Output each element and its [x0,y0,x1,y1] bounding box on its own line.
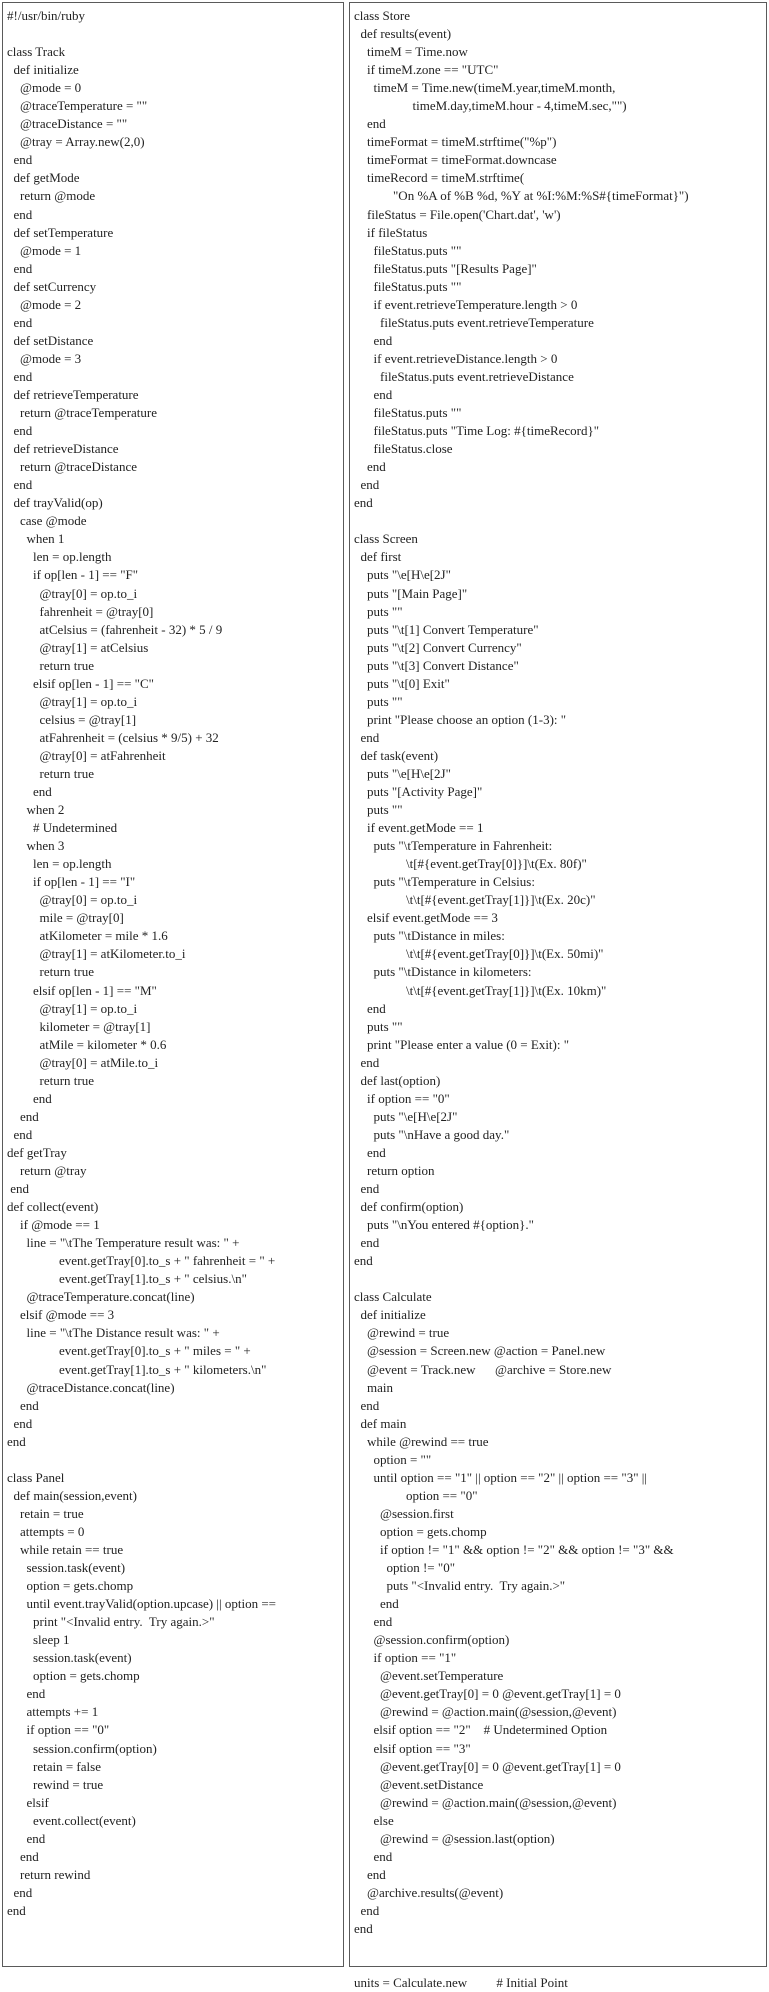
code-line: @tray[1] = atCelsius [7,639,149,655]
code-line: # Undetermined [7,820,118,836]
code-line: \t\t[#{event.getTray[0]}]\t(Ex. 50mi)" [354,946,604,962]
code-line: @mode = 1 [7,242,82,258]
code-line: @session.first [354,1505,454,1521]
code-line: timeFormat = timeFormat.downcase [354,152,557,168]
code-line: def first [354,549,402,565]
code-line: end [354,477,380,493]
code-line: fahrenheit = @tray[0] [7,603,154,619]
code-line: end [7,477,33,493]
code-line: puts "\tTemperature in Fahrenheit: [354,838,553,854]
code-line [7,25,343,43]
code-line: end [354,1235,380,1251]
code-line: if op[len - 1] == "F" [7,567,139,583]
code-line: fileStatus.puts "" [354,242,462,258]
code-line: class Screen [354,531,418,547]
code-line: elsif [7,1794,49,1810]
code-line: end [7,1108,39,1124]
code-line: if event.getMode == 1 [354,820,484,836]
code-line: @rewind = @action.main(@session,@event) [354,1704,617,1720]
code-line: def setDistance [7,332,94,348]
code-line: end [7,1902,26,1918]
code-line: while retain == true [7,1541,124,1557]
code-line: end [354,386,393,402]
code-line: end [7,206,33,222]
code-line: end [7,1848,39,1864]
code-line: fileStatus.puts event.retrieveTemperature [354,314,594,330]
code-line: def task(event) [354,747,439,763]
code-line: elsif option == "3" [354,1740,471,1756]
code-line: return @tray [7,1163,87,1178]
code-line: return @traceTemperature [7,405,158,421]
code-line: retain = true [7,1505,84,1521]
code-line: if timeM.zone == "UTC" [354,62,499,78]
code-line: atKilometer = mile * 1.6 [7,928,168,944]
code-line: event.getTray[0].to_s + " fahrenheit = " + [7,1253,276,1269]
code-line: puts "\nYou entered #{option}." [354,1217,534,1233]
code-line: end [354,1614,393,1630]
code-line: elsif @mode == 3 [7,1307,115,1323]
code-line: line = "\tThe Temperature result was: " + [7,1235,240,1251]
code-line: @session = Screen.new @action = Panel.new [354,1343,606,1359]
code-line: when 1 [7,531,65,547]
code-line: if event.retrieveDistance.length > 0 [354,350,558,366]
code-line: session.confirm(option) [7,1740,157,1756]
code-line [354,1270,766,1288]
code-line: event.getTray[1].to_s + " celsius.\n" [7,1271,247,1287]
code-line: end [7,368,33,384]
code-line: def main [354,1415,407,1431]
code-line: timeRecord = timeM.strftime( [354,170,525,186]
code-line: atFahrenheit = (celsius * 9/5) + 32 [7,729,219,745]
code-line: end [354,729,380,745]
code-line: @traceDistance = "" [7,116,128,132]
code-line: class Panel [7,1469,65,1485]
code-line: @tray[0] = atFahrenheit [7,747,166,763]
code-line: puts "\tTemperature in Celsius: [354,874,535,890]
code-line: end [7,1181,30,1197]
code-line: fileStatus.puts "" [354,278,462,294]
code-line: def retrieveDistance [7,441,119,457]
code-block-left [3,3,343,1920]
code-line: end [354,1902,380,1918]
code-line: if option == "0" [7,1722,110,1738]
code-line: @tray = Array.new(2,0) [7,134,145,150]
code-line [354,512,766,530]
code-line: def results(event) [354,26,452,42]
code-line: end [354,1181,380,1197]
code-line: def setCurrency [7,278,97,294]
code-line: @tray[1] = op.to_i [7,693,138,709]
code-line: attempts += 1 [7,1704,99,1720]
code-line: "On %A of %B %d, %Y at %I:%M:%S#{timeFormat}") [354,188,689,204]
code-line: @session.confirm(option) [354,1632,510,1648]
code-line: retain = false [7,1758,101,1774]
code-line: session.task(event) [7,1560,126,1576]
code-line: puts "" [354,693,403,709]
code-line: sleep 1 [7,1632,70,1648]
code-line: fileStatus.close [354,441,453,457]
code-line: line = "\tThe Distance result was: " + [7,1325,220,1341]
code-line: end [354,1397,380,1413]
code-line: timeM.day,timeM.hour - 4,timeM.sec,"") [354,98,627,114]
code-line: option != "0" [354,1560,455,1576]
code-line: elsif op[len - 1] == "M" [7,982,157,998]
code-line: end [354,1848,393,1864]
code-line: end [354,1920,373,1936]
code-line: def setTemperature [7,224,114,240]
code-line: print "Please enter a value (0 = Exit): " [354,1036,570,1052]
code-line: end [7,1686,46,1702]
code-line: @event.getTray[0] = 0 @event.getTray[1] = 0 [354,1758,621,1774]
code-line: \t\t[#{event.getTray[1]}]\t(Ex. 10km)" [354,982,607,998]
code-line: return true [7,765,95,781]
code-line: puts "[Activity Page]" [354,784,483,800]
code-line: fileStatus.puts "[Results Page]" [354,260,537,276]
code-line: def initialize [7,62,79,78]
code-line: puts "" [354,802,403,818]
code-line: if option == "1" [354,1650,457,1666]
code-line: option = gets.chomp [7,1578,134,1594]
code-line [354,1938,766,1956]
code-line: end [7,1830,46,1846]
code-line: @mode = 3 [7,350,82,366]
code-line: end [7,1126,33,1142]
code-line: end [354,459,386,475]
code-line: end [354,495,373,511]
code-line: session.task(event) [7,1650,132,1666]
code-line: @rewind = @session.last(option) [354,1830,555,1846]
code-line: end [354,1253,373,1269]
code-line: puts "<Invalid entry. Try again.>" [354,1578,566,1594]
code-line: puts "\t[2] Convert Currency" [354,639,522,655]
code-line: def confirm(option) [354,1199,464,1215]
code-line: class Track [7,44,66,60]
code-line: \t[#{event.getTray[0]}]\t(Ex. 80f)" [354,856,587,872]
code-line: end [354,1596,399,1612]
code-line: end [354,1144,386,1160]
code-line: puts "[Main Page]" [354,585,468,601]
code-line: def trayValid(op) [7,495,103,511]
code-line: @archive.results(@event) [354,1884,504,1900]
code-line: @rewind = @action.main(@session,@event) [354,1794,617,1810]
code-line: @tray[0] = op.to_i [7,892,138,908]
code-line: puts "\e[H\e[2J" [354,1108,458,1124]
code-line: puts "\nHave a good day." [354,1126,510,1142]
code-line: @tray[1] = atKilometer.to_i [7,946,186,962]
code-line: return true [7,1072,95,1088]
code-line: @rewind = true [354,1325,450,1341]
code-line: end [7,260,33,276]
code-line: if @mode == 1 [7,1217,100,1233]
code-line: end [354,1866,386,1882]
code-line: end [7,423,33,439]
code-line: if option == "0" [354,1090,450,1106]
code-line: def initialize [354,1307,426,1323]
code-line: option == "0" [354,1487,478,1503]
code-line: def collect(event) [7,1199,99,1215]
code-line: when 2 [7,802,65,818]
code-line: case @mode [7,513,87,529]
code-line: puts "\t[0] Exit" [354,675,450,691]
code-block-right [350,3,766,1992]
code-column-right [349,2,767,1991]
code-line: return rewind [7,1866,91,1882]
code-line: puts "\t[1] Convert Temperature" [354,621,539,637]
code-line: end [354,116,386,132]
code-line: rewind = true [7,1776,104,1792]
code-line: def main(session,event) [7,1487,137,1503]
code-line: timeM = Time.now [354,44,468,60]
code-line: len = op.length [7,549,112,565]
code-line: end [7,1090,52,1106]
code-line: attempts = 0 [7,1523,85,1539]
code-line: until event.trayValid(option.upcase) || option == [7,1596,276,1612]
code-line: puts "\e[H\e[2J" [354,567,451,583]
code-line: end [7,784,52,800]
code-line: option = "" [354,1451,432,1467]
code-line: return @mode [7,188,96,204]
code-line: end [354,1054,380,1070]
code-line: end [7,152,33,168]
code-line: end [7,1397,39,1413]
code-line: timeM = Time.new(timeM.year,timeM.month, [354,80,616,96]
code-column-left [2,2,344,1967]
code-line [7,1451,343,1469]
code-line: def getTray [7,1144,67,1160]
code-line: end [7,1415,33,1431]
code-line: @event.setDistance [354,1776,484,1792]
code-line: units = Calculate.new # Initial Point [354,1975,568,1991]
code-line: fileStatus.puts event.retrieveDistance [354,368,574,384]
code-line: @event.getTray[0] = 0 @event.getTray[1] = 0 [354,1686,621,1702]
code-line: def getMode [7,170,80,186]
code-line: elsif option == "2" # Undetermined Option [354,1722,608,1738]
code-line: timeFormat = timeM.strftime("%p") [354,134,557,150]
code-line: until option == "1" || option == "2" || option == "3" || [354,1469,647,1485]
code-line: if event.retrieveTemperature.length > 0 [354,296,578,312]
code-line: atCelsius = (fahrenheit - 32) * 5 / 9 [7,621,223,637]
code-line: #!/usr/bin/ruby [7,8,85,23]
code-line: puts "\e[H\e[2J" [354,765,451,781]
code-line: if option != "1" && option != "2" && option != "3" && [354,1541,674,1557]
code-line: elsif op[len - 1] == "C" [7,675,154,691]
code-line: if fileStatus [354,224,428,240]
code-line: len = op.length [7,856,112,872]
code-line: if op[len - 1] == "I" [7,874,136,890]
code-line: else [354,1812,394,1828]
code-line: @tray[0] = atMile.to_i [7,1054,159,1070]
code-line: @tray[1] = op.to_i [7,1000,138,1016]
code-line: @traceDistance.concat(line) [7,1379,175,1395]
code-line: event.getTray[0].to_s + " miles = " + [7,1343,251,1359]
code-line: main [354,1379,393,1395]
code-line: mile = @tray[0] [7,910,124,926]
code-line: @traceTemperature = "" [7,98,148,114]
code-line: return true [7,657,95,673]
code-line: @traceTemperature.concat(line) [7,1289,195,1305]
code-line: @tray[0] = op.to_i [7,585,138,601]
code-line: fileStatus.puts "Time Log: #{timeRecord}" [354,423,600,439]
code-line: end [7,1433,26,1449]
code-line: end [354,332,393,348]
code-line: puts "" [354,1018,403,1034]
code-line: puts "\t[3] Convert Distance" [354,657,519,673]
code-line: end [7,314,33,330]
code-line: event.collect(event) [7,1812,136,1828]
code-line: event.getTray[1].to_s + " kilometers.\n" [7,1361,267,1377]
code-line: \t\t[#{event.getTray[1]}]\t(Ex. 20c)" [354,892,596,908]
code-line: while @rewind == true [354,1433,489,1449]
code-line: print "<Invalid entry. Try again.>" [7,1614,215,1630]
code-line: @mode = 2 [7,296,82,312]
code-line: end [7,1884,33,1900]
code-line: fileStatus = File.open('Chart.dat', 'w') [354,206,561,222]
code-line: return true [7,964,95,980]
code-line: option = gets.chomp [7,1668,140,1684]
code-line: return option [354,1163,435,1178]
code-line: celsius = @tray[1] [7,711,137,727]
code-line: @event.setTemperature [354,1668,504,1684]
code-line: kilometer = @tray[1] [7,1018,151,1034]
code-line: @event = Track.new @archive = Store.new [354,1361,612,1377]
code-line: def last(option) [354,1072,441,1088]
code-line: fileStatus.puts "" [354,405,462,421]
code-line: def retrieveTemperature [7,386,139,402]
code-line: puts "\tDistance in kilometers: [354,964,532,980]
code-line: when 3 [7,838,65,854]
code-line: return @traceDistance [7,459,137,475]
code-line: @mode = 0 [7,80,82,96]
code-line: class Store [354,8,410,23]
code-line: puts "" [354,603,403,619]
code-line: option = gets.chomp [354,1523,487,1539]
code-line: class Calculate [354,1289,432,1305]
code-line: elsif event.getMode == 3 [354,910,498,926]
code-line: atMile = kilometer * 0.6 [7,1036,167,1052]
code-line: end [354,1000,386,1016]
code-line: print "Please choose an option (1-3): " [354,711,567,727]
code-line: puts "\tDistance in miles: [354,928,505,944]
code-line [354,1956,766,1974]
